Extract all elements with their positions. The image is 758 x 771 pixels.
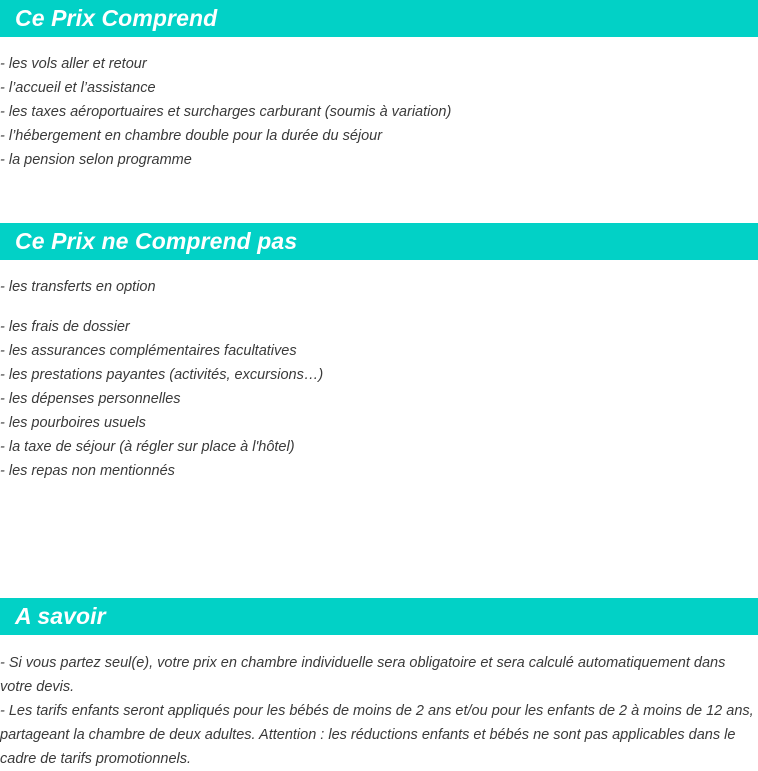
section-title-to-know: A savoir [15, 603, 106, 629]
section-header-included [0, 0, 758, 37]
list-item: - les transferts en option [0, 279, 156, 295]
list-item: - la pension selon programme [0, 152, 192, 168]
list-item: - les vols aller et retour [0, 56, 147, 72]
info-paragraph: - Si vous partez seul(e), votre prix en chambre individuelle sera obligatoire et sera calculé automatiquement dans votre devis. [0, 655, 726, 695]
list-item: - les prestations payantes (activités, excursions…) [0, 367, 324, 383]
list-item: - l’hébergement en chambre double pour la durée du séjour [0, 128, 383, 144]
section-title-included: Ce Prix Comprend [15, 5, 218, 31]
list-item: - l’accueil et l’assistance [0, 80, 156, 96]
section-title-not-included: Ce Prix ne Comprend pas [15, 228, 298, 254]
list-item: - les assurances complémentaires facultatives [0, 343, 297, 359]
section-header-not-included [0, 223, 758, 260]
list-item: - les frais de dossier [0, 319, 130, 335]
info-paragraph: - Les tarifs enfants seront appliqués pour les bébés de moins de 2 ans et/ou pour les enfants de 2 à moins de 12 ans, partageant la chambre de deux adultes. Attention : les réductions enfants et bébés ne sont pas applicables dans le cadre de tarifs promotionnels. [0, 703, 754, 767]
list-item: - les dépenses personnelles [0, 391, 181, 407]
not-included-list [0, 275, 758, 483]
included-list [0, 52, 758, 172]
section-header-to-know [0, 598, 758, 635]
list-item: - les repas non mentionnés [0, 463, 175, 479]
list-item: - les taxes aéroportuaires et surcharges carburant (soumis à variation) [0, 104, 452, 120]
to-know-text [0, 651, 756, 771]
list-item: - la taxe de séjour (à régler sur place à l'hôtel) [0, 439, 295, 455]
list-item: - les pourboires usuels [0, 415, 146, 431]
